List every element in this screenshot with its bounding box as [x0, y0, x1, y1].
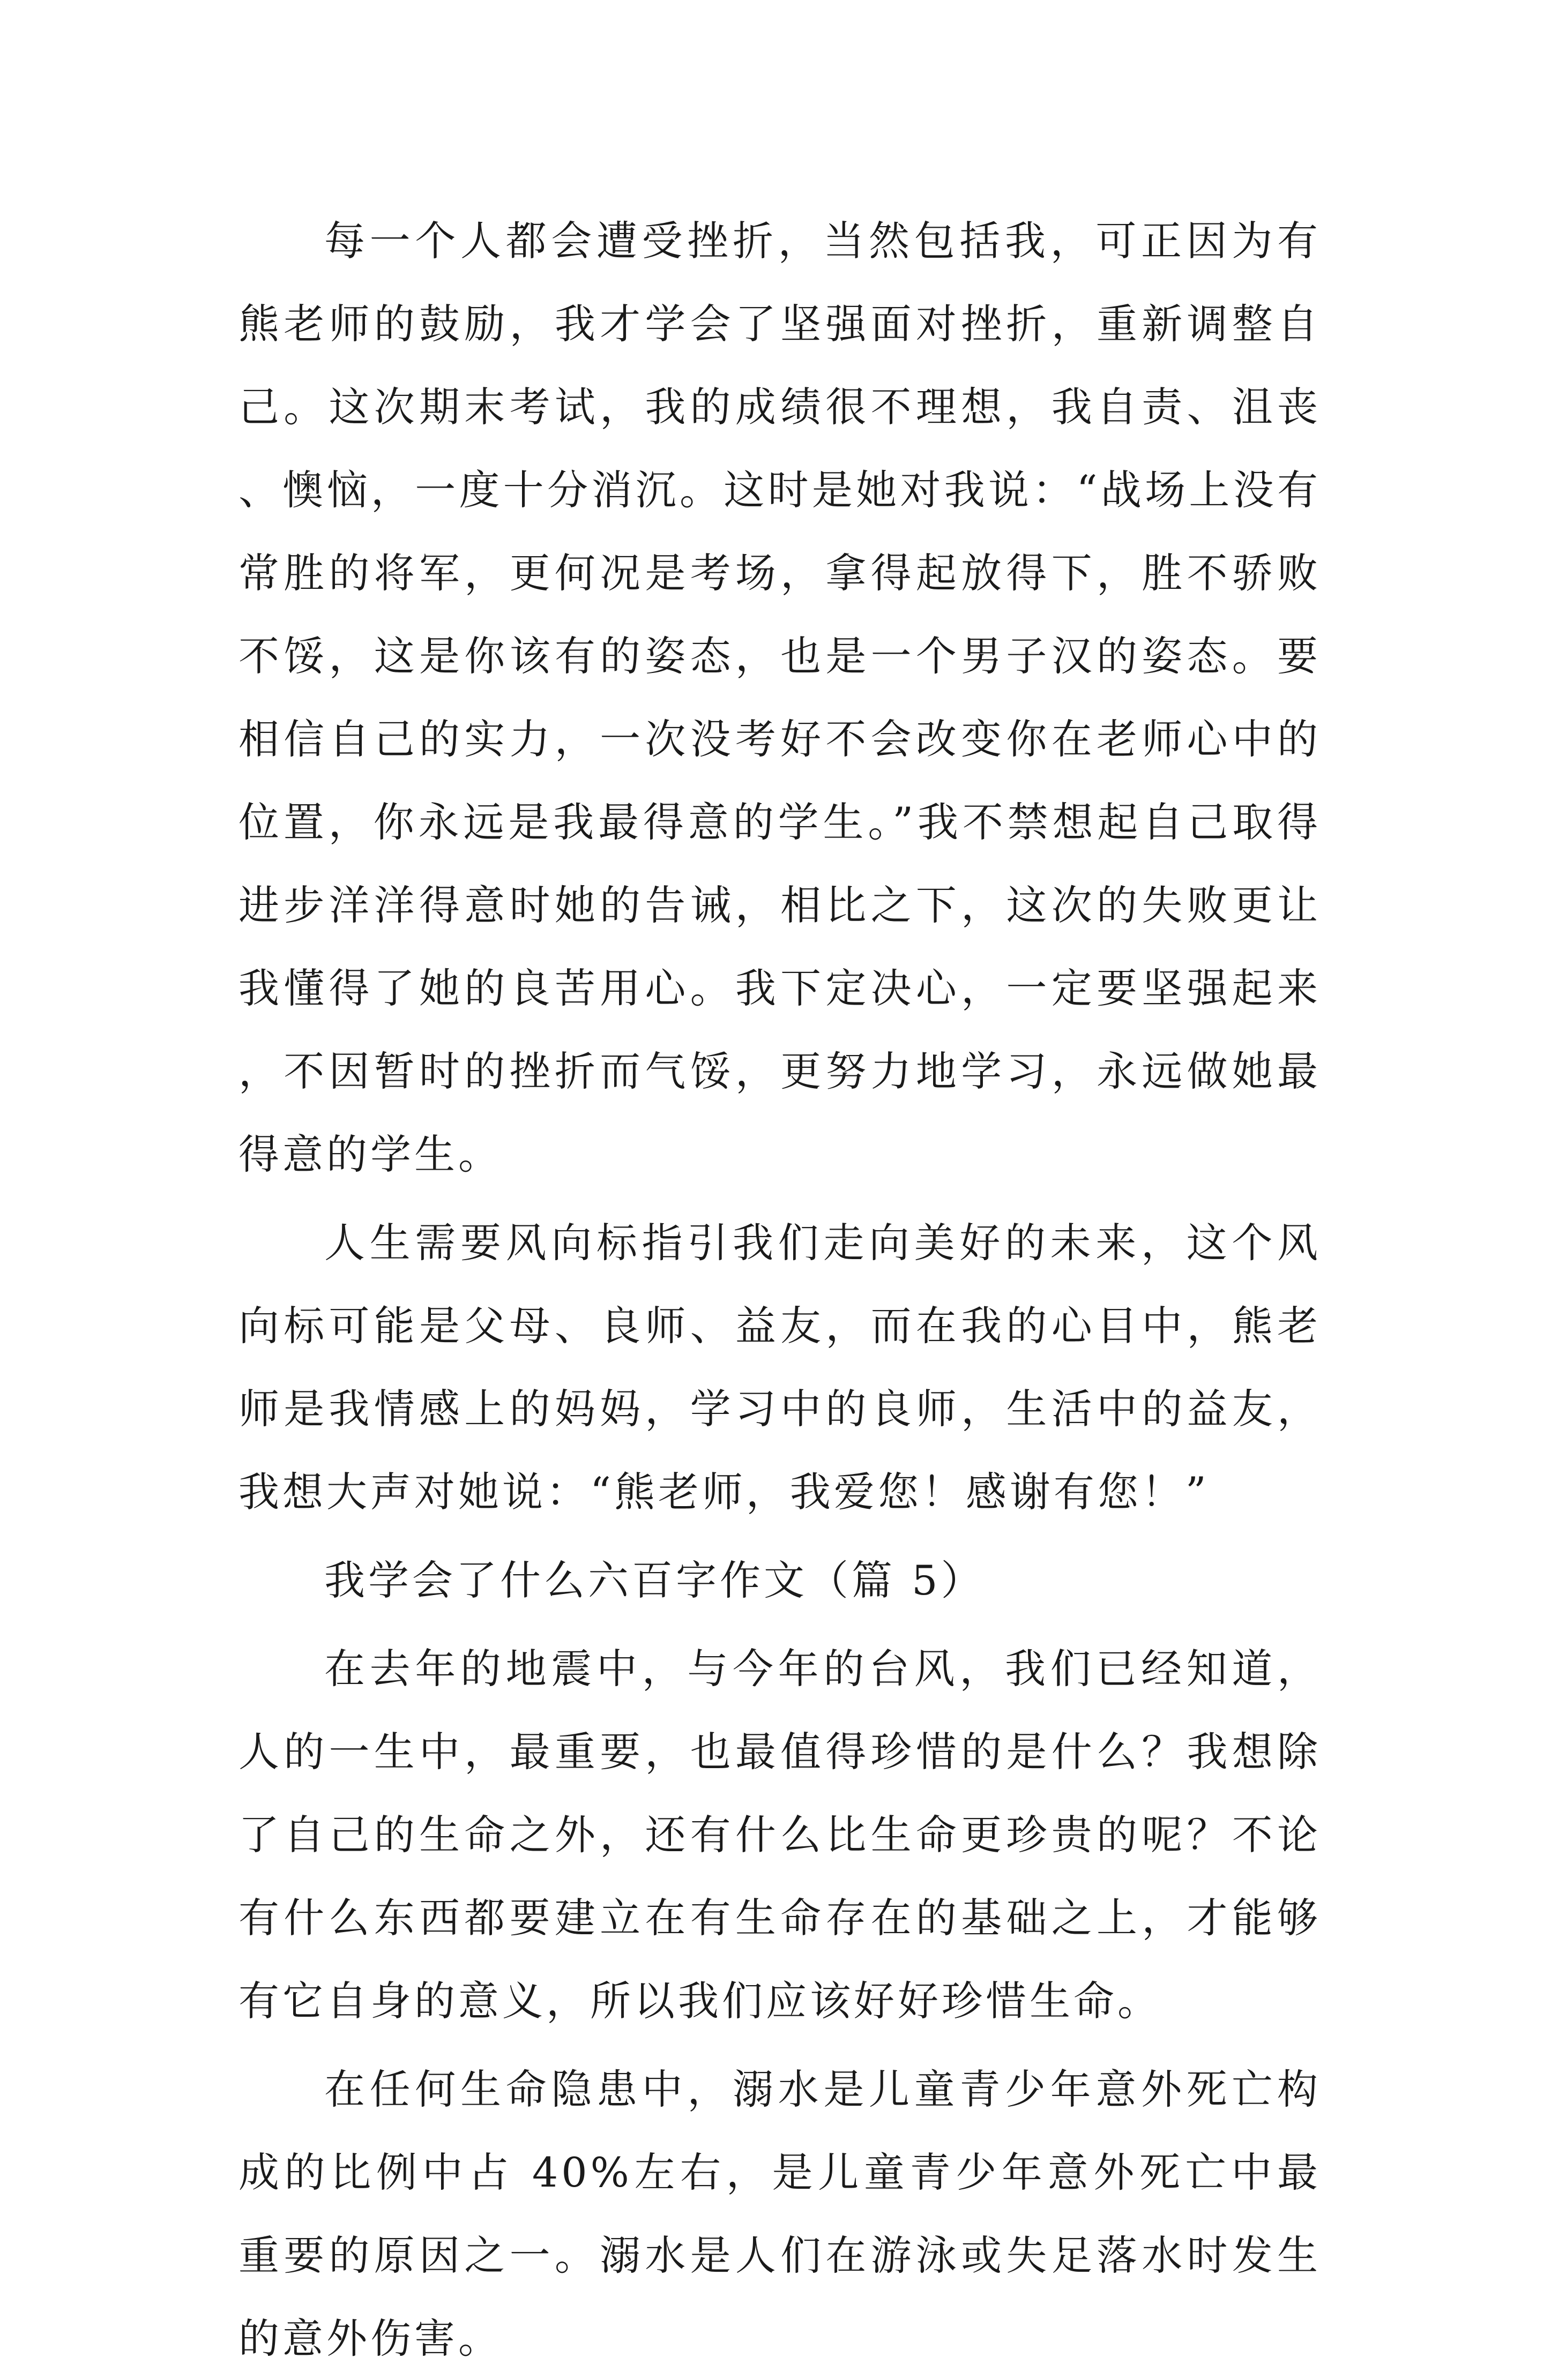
paragraph-4: 在任何生命隐患中，溺水是儿童青少年意外死亡构成的比例中占 40%左右，是儿童青少年意外死亡中最重要的原因之一。溺水是人们在游泳或失足落水时发生的意外伤害。: [238, 2065, 1321, 2362]
paragraph-1: 每一个人都会遭受挫折，当然包括我，可正因为有熊老师的鼓励，我才学会了坚强面对挫折，重新调整自己。这次期末考试，我的成绩很不理想，我自责、沮丧、懊恼，一度十分消沉。这时是她对我说：“战场上没有常胜的将军，更何况是考场，拿得起放得下，胜不骄败不馁，这是你该有的姿态，也是一个男子汉的姿态。要相信自己的实力，一次没考好不会改变你在老师心中的位置，你永远是我最得意的学生。”我不禁想起自己取得进步洋洋得意时她的告诫，相比之下，这次的失败更让我懂得了她的良苦用心。我下定决心，一定要坚强起来，不因暂时的挫折而气馁，更努力地学习，永远做她最得意的学生。: [238, 217, 1321, 1178]
paragraph-3: 在去年的地震中，与今年的台风，我们已经知道，人的一生中，最重要，也最值得珍惜的是什么？我想除了自己的生命之外，还有什么比生命更珍贵的呢？不论有什么东西都要建立在有生命存在的基础之上，才能够有它自身的意义，所以我们应该好好珍惜生命。: [238, 1645, 1321, 2025]
paragraph-2: 人生需要风向标指引我们走向美好的未来，这个风向标可能是父母、良师、益友，而在我的心目中，熊老师是我情感上的妈妈，学习中的良师，生活中的益友，我想大声对她说：“熊老师，我爱您！感谢有您！”: [238, 1219, 1321, 1516]
section-heading: 我学会了什么六百字作文（篇 5）: [324, 1556, 985, 1604]
document-body: [238, 199, 1321, 2380]
